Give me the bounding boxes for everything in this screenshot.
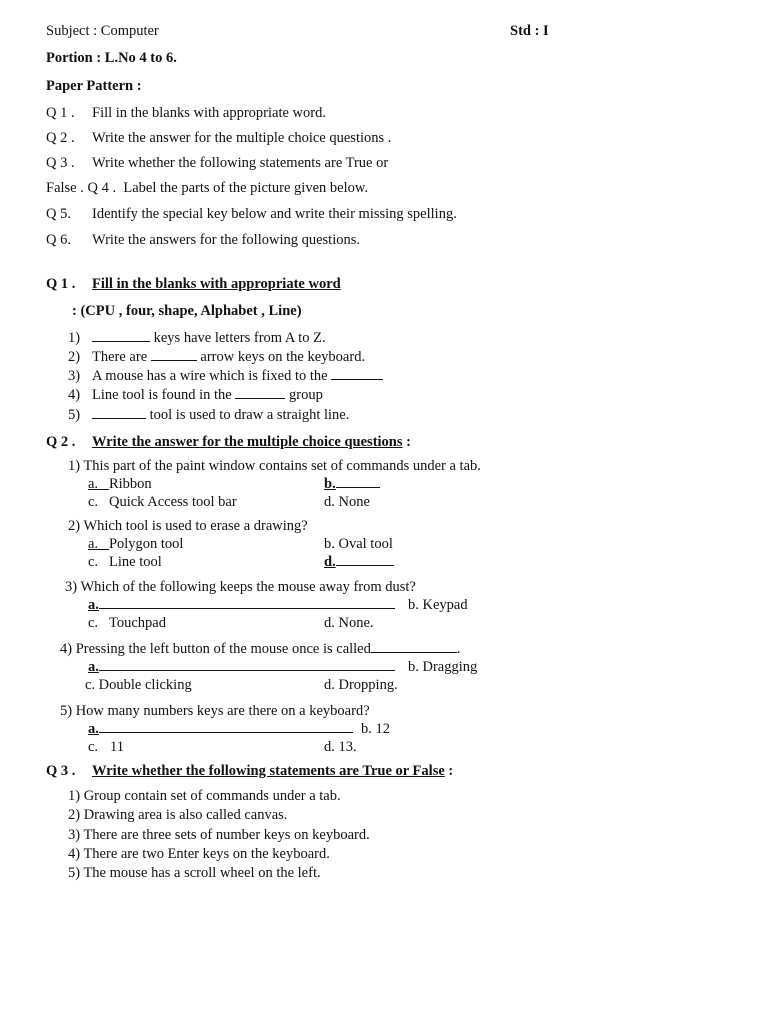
mcq-question: 1) This part of the paint window contains set of commands under a tab. — [68, 458, 481, 474]
mcq-option-a[interactable]: a. — [88, 658, 395, 676]
pattern-title: Paper Pattern : — [46, 78, 142, 94]
mcq-option-a[interactable]: a. — [88, 596, 395, 614]
mcq-option-b[interactable]: b. 12 — [361, 721, 390, 737]
portion-label: Portion : L.No 4 to 6. — [46, 50, 177, 66]
q3-item: 5) The mouse has a scroll wheel on the left. — [68, 865, 321, 881]
pattern-item: False . Q 4 . Label the parts of the picture given below. — [46, 180, 369, 196]
subject-label: Subject : Computer — [46, 23, 159, 39]
mcq-option-c[interactable]: c. 11 — [88, 739, 124, 755]
q1-word-bank: : (CPU , four, shape, Alphabet , Line) — [72, 303, 302, 319]
answer-blank[interactable] — [235, 386, 285, 399]
answer-blank[interactable] — [92, 329, 150, 342]
answer-blank[interactable] — [371, 640, 457, 653]
mcq-option-b[interactable]: b. — [324, 475, 380, 493]
mcq-option-b[interactable]: b. Keypad — [408, 597, 468, 613]
q1-item: 4) Line tool is found in the group — [68, 387, 323, 403]
std-label: Std : I — [510, 23, 549, 39]
q3-item: 3) There are three sets of number keys on keyboard. — [68, 827, 370, 843]
mcq-option-c[interactable]: c. Double clicking — [85, 677, 192, 693]
mcq-question: 5) How many numbers keys are there on a keyboard? — [60, 703, 370, 719]
mcq-question: 3) Which of the following keeps the mouse away from dust? — [65, 579, 416, 595]
q3-item: 2) Drawing area is also called canvas. — [68, 807, 288, 823]
mcq-question: 2) Which tool is used to erase a drawing? — [68, 518, 308, 534]
q2-heading: Q 2 . Write the answer for the multiple choice questions : — [46, 434, 411, 450]
answer-blank[interactable] — [151, 348, 197, 361]
mcq-option-c[interactable]: c. Line tool — [88, 554, 162, 570]
pattern-item: Q 3 . Write whether the following statements are True or — [46, 155, 389, 171]
mcq-option-a[interactable]: a. Polygon tool — [88, 536, 184, 552]
mcq-option-a[interactable]: a. — [88, 720, 353, 738]
q3-item: 4) There are two Enter keys on the keyboard. — [68, 846, 330, 862]
q1-item: 3) A mouse has a wire which is fixed to the — [68, 367, 383, 385]
answer-blank[interactable] — [331, 367, 383, 380]
q1-heading: Q 1 . Fill in the blanks with appropriate word — [46, 276, 341, 292]
mcq-option-b[interactable]: b. Oval tool — [324, 536, 393, 552]
answer-blank[interactable] — [92, 406, 146, 419]
q1-item: 2) There are arrow keys on the keyboard. — [68, 349, 366, 365]
q3-heading: Q 3 . Write whether the following statements are True or False : — [46, 763, 454, 779]
q3-item: 1) Group contain set of commands under a tab. — [68, 788, 341, 804]
mcq-option-c[interactable]: c. Touchpad — [88, 615, 166, 631]
mcq-option-d[interactable]: d. — [324, 553, 394, 571]
pattern-item: Q 2 . Write the answer for the multiple choice questions . — [46, 130, 392, 146]
mcq-option-b[interactable]: b. Dragging — [408, 659, 478, 675]
pattern-item: Q 1 . Fill in the blanks with appropriate word. — [46, 105, 326, 121]
mcq-question: 4) Pressing the left button of the mouse once is called . — [60, 641, 461, 657]
mcq-option-d[interactable]: d. None. — [324, 615, 374, 631]
pattern-item: Q 6. Write the answers for the following questions. — [46, 232, 361, 248]
mcq-option-a[interactable]: a. Ribbon — [88, 476, 152, 492]
mcq-option-d[interactable]: d. None — [324, 494, 370, 510]
q1-item: 1) keys have letters from A to Z. — [68, 330, 326, 346]
mcq-option-d[interactable]: d. 13. — [324, 739, 357, 755]
q1-item: 5) tool is used to draw a straight line. — [68, 407, 350, 423]
mcq-option-d[interactable]: d. Dropping. — [324, 677, 398, 693]
mcq-option-c[interactable]: c. Quick Access tool bar — [88, 494, 237, 510]
pattern-item: Q 5. Identify the special key below and write their missing spelling. — [46, 206, 457, 222]
